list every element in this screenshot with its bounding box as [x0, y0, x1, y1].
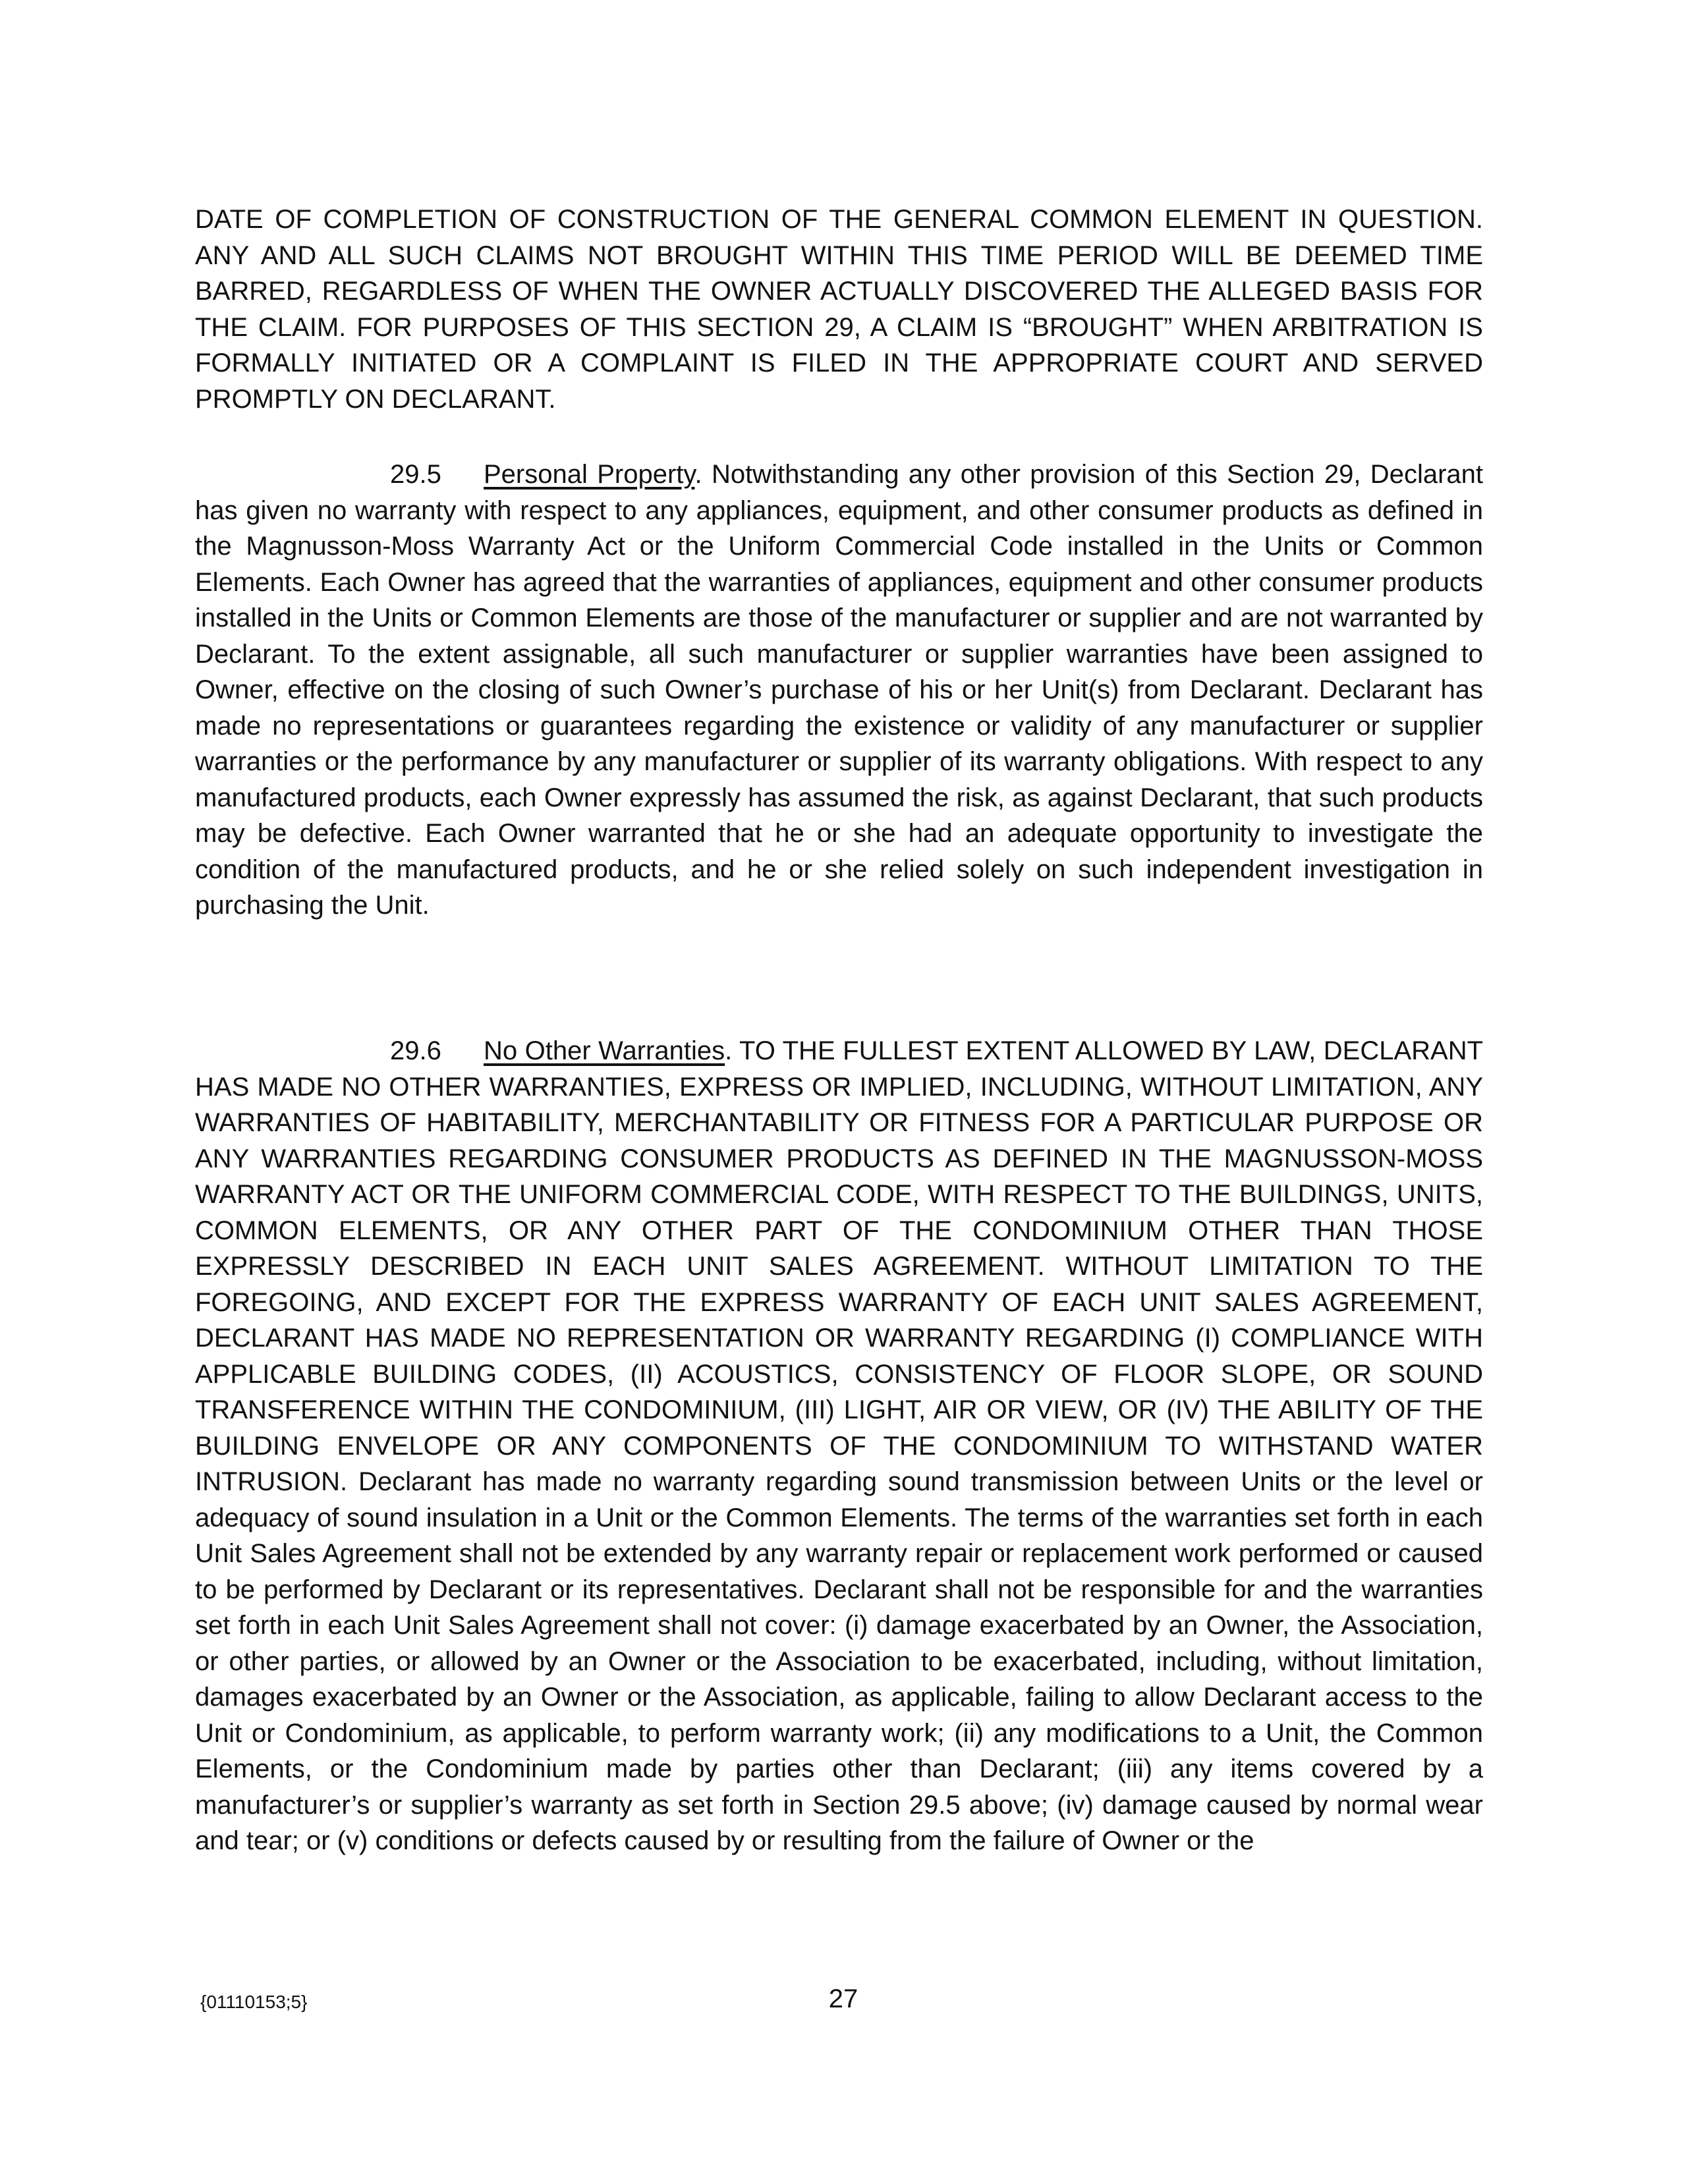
section-body: TO THE FULLEST EXTENT ALLOWED BY LAW, DECLARANT HAS MADE NO OTHER WARRANTIES, EXPRESS OR IMPLIED, INCLUDING, WITHOUT LIMITATION, ANY WARRANTIES OF HABITABILITY, MERCHANTABILITY OR FITNESS FOR A PARTICULAR PURPOSE OR ANY WARRANTIES REGARDING CONSUMER PRODUCTS AS DEFINED IN THE MAGNUSSON-MOSS WARRANTY ACT OR THE UNIFORM COMMERCIAL CODE, WITH RESPECT TO THE BUILDINGS, UNITS, COMMON ELEMENTS, OR ANY OTHER PART OF THE CONDOMINIUM OTHER THAN THOSE EXPRESSLY DESCRIBED IN EACH UNIT SALES AGREEMENT. WITHOUT LIMITATION TO THE FOREGOING, AND EXCEPT FOR THE EXPRESS WARRANTY OF EACH UNIT SALES AGREEMENT, DECLARANT HAS MADE NO REPRESENTATION OR WARRANTY REGARDING (I) COMPLIANCE WITH APPLICABLE BUILDING CODES, (II) ACOUSTICS, CONSISTENCY OF FLOOR SLOPE, OR SOUND TRANSFERENCE WITHIN THE CONDOMINIUM, (III) LIGHT, AIR OR VIEW, OR (IV) THE ABILITY OF THE BUILDING ENVELOPE OR ANY COMPONENTS OF THE CONDOMINIUM TO WITHSTAND WATER INTRUSION. Declarant has made no warranty regarding sound transmission between Units or the level or adequacy of sound insulation in a Unit or the Common Elements. The terms of the warranties set forth in each Unit Sales Agreement shall not be extended by any warranty repair or replacement work performed or caused to be performed by Declarant or its representatives. Declarant shall not be responsible for and the warranties set forth in each Unit Sales Agreement shall not cover: (i) damage exacerbated by an Owner, the Association, or other parties, or allowed by an Owner or the Association to be exacerbated, including, without limitation, damages exacerbated by an Owner or the Association, as applicable, failing to allow Declarant access to the Unit or Condominium, as applicable, to perform warranty work; (ii) any modifications to a Unit, the Common Elements, or the Condominium made by parties other than Declarant; (iii) any items covered by a manufacturer’s or supplier’s warranty as set forth in Section 29.5 above; (iv) damage caused by normal wear and tear; or (v) conditions or defects caused by or resulting from the failure of Owner or the [195, 1036, 1484, 1855]
section-body: Notwithstanding any other provision of this Section 29, Declarant has given no warranty with respect to any appliances, equipment, and other consumer products as defined in the Magnusson-Moss Warranty Act or the Uniform Commercial Code installed in the Units or Common Elements. Each Owner has agreed that the warranties of appliances, equipment and other consumer products installed in the Units or Common Elements are those of the manufacturer or supplier and are not warranted by Declarant. To the extent assignable, all such manufacturer or supplier warranties have been assigned to Owner, effective on the closing of such Owner’s purchase of his or her Unit(s) from Declarant. Declarant has made no representations or guarantees regarding the existence or validity of any manufacturer or supplier warranties or the performance by any manufacturer or supplier of its warranty obligations. With respect to any manufactured products, each Owner expressly has assumed the risk, as against Declarant, that such products may be defective. Each Owner warranted that he or she had an adequate opportunity to investigate the condition of the manufactured products, and he or she relied solely on such independent investigation in purchasing the Unit. [195, 460, 1484, 920]
section-heading-punct: . [725, 1036, 733, 1065]
section-29-5 [195, 457, 1483, 924]
paragraph-continued: DATE OF COMPLETION OF CONSTRUCTION OF THE GENERAL COMMON ELEMENT IN QUESTION. ANY AND ALL SUCH CLAIMS NOT BROUGHT WITHIN THIS TIME PERIOD WILL BE DEEMED TIME BARRED, REGARDLESS OF WHEN THE OWNER ACTUALLY DISCOVERED THE ALLEGED BASIS FOR THE CLAIM. FOR PURPOSES OF THIS SECTION 29, A CLAIM IS “BROUGHT” WHEN ARBITRATION IS FORMALLY INITIATED OR A COMPLAINT IS FILED IN THE APPROPRIATE COURT AND SERVED PROMPTLY ON DECLARANT. [195, 205, 1483, 414]
section-heading: Personal Property [484, 460, 695, 489]
section-number: 29.6 [390, 1036, 441, 1065]
section-heading-punct: . [694, 460, 702, 489]
section-number: 29.5 [390, 460, 441, 489]
footer-page-number: 27 [828, 1984, 858, 2013]
footer-document-id: {01110153;5} [200, 1992, 308, 2012]
section-heading: No Other Warranties [484, 1036, 725, 1065]
section-29-6 [195, 1033, 1483, 1859]
